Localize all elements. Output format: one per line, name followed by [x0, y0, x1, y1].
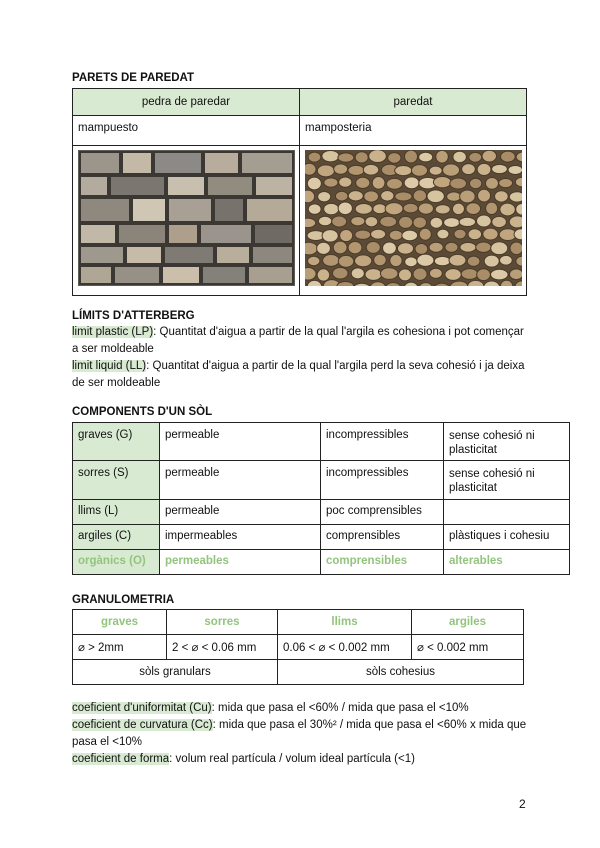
component-cell: comprensibles: [321, 550, 444, 575]
rubble-stone: [324, 203, 339, 214]
rubble-stone: [318, 191, 331, 201]
rubble-stone: [429, 166, 442, 175]
rubble-stone: [355, 152, 368, 163]
rubble-stone: [430, 217, 443, 228]
rubble-stone: [509, 216, 522, 228]
granulometry-group-granular: sòls granulars: [73, 660, 278, 685]
rubble-stone: [381, 191, 394, 202]
rubble-stone: [495, 191, 509, 202]
rubble-stone: [447, 192, 461, 201]
rubble-stone: [460, 190, 476, 203]
atterberg-lp: [72, 324, 532, 358]
rubble-stone: [429, 242, 443, 252]
rubble-stone: [482, 150, 496, 162]
granulometry-size: 2 < ⌀ < 0.06 mm: [167, 635, 278, 660]
rubble-stone: [516, 256, 522, 266]
rubble-stone: [415, 244, 428, 255]
rubble-stone: [516, 152, 522, 162]
rubble-stone: [413, 217, 427, 228]
rubble-stone: [501, 151, 516, 162]
atterberg-ll-term: limit liquid (LL): [72, 360, 147, 372]
rubble-stone: [467, 256, 480, 266]
granulometry-table: [72, 609, 524, 685]
atterberg-ll: [72, 358, 532, 392]
rubble-stone: [510, 242, 522, 255]
components-heading: COMPONENTS D'UN SÒL: [72, 406, 213, 418]
rubble-stone: [492, 164, 508, 173]
rubble-stone: [483, 228, 498, 240]
rubble-stone: [370, 282, 385, 286]
walls-heading: PARETS DE PAREDAT: [72, 72, 195, 84]
component-cell: permeable: [160, 423, 321, 461]
rubble-stone: [383, 242, 397, 254]
rubble-stone: [444, 218, 460, 228]
rubble-stone: [435, 205, 450, 214]
rubble-wall-image: [305, 150, 522, 286]
rubble-stone: [364, 191, 379, 202]
coefficient-cc-term: coeficient de curvatura (Cc): [72, 719, 213, 731]
component-cell: permeable: [160, 500, 321, 525]
granulometry-heading: GRANULOMETRIA: [72, 594, 175, 606]
rubble-stone: [477, 163, 491, 175]
rubble-stone: [468, 280, 484, 286]
rubble-stone: [395, 192, 412, 201]
granulometry-header: argiles: [412, 610, 524, 635]
rubble-stone: [365, 217, 378, 227]
rubble-stone: [419, 152, 433, 162]
rubble-wall-svg: [305, 150, 522, 286]
rubble-stone: [369, 150, 387, 163]
coefficient-cc: [72, 717, 532, 751]
rubble-stone: [436, 150, 448, 163]
rubble-stone: [450, 178, 467, 189]
components-table: [72, 422, 570, 575]
rubble-stone: [434, 283, 449, 286]
rubble-stone: [308, 204, 321, 215]
rubble-stone: [324, 178, 338, 187]
rubble-stone: [429, 268, 442, 278]
component-name: llims (L): [73, 500, 160, 525]
rubble-stone: [389, 230, 402, 240]
rubble-stone: [405, 150, 418, 163]
stone-blocks-svg: [78, 150, 295, 286]
rubble-stone: [413, 268, 427, 280]
atterberg-lp-term: limit plastic (LP): [72, 326, 154, 338]
rubble-stone: [373, 204, 386, 214]
rubble-stone: [305, 218, 316, 228]
component-name: sorres (S): [73, 461, 160, 500]
rubble-stone: [449, 254, 466, 266]
rubble-stone: [500, 280, 513, 286]
granulometry-size: ⌀ > 2mm: [73, 635, 167, 660]
rubble-stone: [395, 166, 412, 176]
rubble-stone: [469, 178, 481, 188]
rubble-stone: [476, 215, 491, 227]
rubble-stone: [317, 165, 334, 177]
rubble-stone: [461, 269, 478, 280]
rubble-stone: [492, 216, 507, 227]
granulometry-header: graves: [73, 610, 167, 635]
rubble-stone: [339, 177, 352, 187]
rubble-stone: [427, 190, 444, 203]
rubble-stone: [374, 254, 387, 266]
rubble-stone: [477, 269, 491, 281]
atterberg-lp-text: : Quantitat d'aigua a partir de la qual l'argila es cohesiona i pot començar a ser moldeable: [72, 326, 524, 355]
walls-term-wall: mamposteria: [300, 116, 527, 146]
component-cell: alterables: [444, 550, 570, 575]
rubble-stone: [348, 241, 362, 253]
rubble-stone: [483, 281, 499, 286]
rubble-stone: [500, 255, 513, 265]
rubble-stone: [486, 177, 499, 189]
rubble-stone: [351, 217, 365, 226]
rubble-stone: [459, 217, 476, 226]
rubble-stone: [322, 230, 338, 242]
rubble-stone: [417, 254, 434, 266]
rubble-stone: [419, 283, 432, 286]
coefficient-cc-text: : mida que pasa el 30%² / mida que pasa el <60% x mida que pasa el <10%: [72, 719, 527, 748]
rubble-stone: [454, 229, 466, 239]
granulometry-header: sorres: [167, 610, 278, 635]
rubble-stone: [372, 177, 385, 190]
rubble-stone: [340, 229, 353, 241]
coefficient-cu-term: coeficient d'uniformitat (Cu): [72, 702, 212, 714]
rubble-stone: [462, 164, 476, 175]
rubble-stone: [478, 189, 491, 202]
coefficient-form: [72, 751, 532, 768]
atterberg-heading: LÍMITS D'ATTERBERG: [72, 310, 195, 322]
rubble-stone: [338, 202, 352, 215]
component-name: orgànics (O): [73, 550, 160, 575]
component-cell: plàstiques i cohesiu: [444, 525, 570, 550]
rubble-stone: [418, 203, 433, 214]
rubble-stone: [333, 267, 348, 279]
rubble-stone: [308, 152, 321, 162]
rubble-stone: [402, 230, 418, 241]
walls-header-stone: pedra de paredar: [73, 89, 300, 116]
rubble-stone: [411, 165, 427, 177]
rubble-stone: [318, 216, 331, 225]
rubble-stone: [405, 257, 418, 267]
granulometry-group-cohesive: sòls cohesius: [278, 660, 524, 685]
rubble-stone: [403, 203, 418, 213]
rubble-stone: [334, 164, 348, 174]
rubble-stone: [466, 203, 481, 215]
walls-header-wall: paredat: [300, 89, 527, 116]
rubble-stone: [437, 229, 449, 239]
rubble-stone: [354, 283, 371, 286]
rubble-stone: [390, 254, 402, 266]
rubble-stone: [385, 203, 403, 215]
rubble-stone: [351, 268, 364, 279]
component-cell: permeable: [160, 461, 321, 500]
rubble-stone: [356, 177, 370, 188]
component-cell: comprensibles: [321, 525, 444, 550]
rubble-stone: [508, 165, 522, 174]
rubble-stone: [386, 178, 402, 189]
rubble-stone: [500, 203, 515, 216]
rubble-stone: [305, 242, 318, 255]
granulometry-header: llims: [278, 610, 412, 635]
rubble-stone: [516, 203, 522, 215]
rubble-stone: [404, 177, 419, 189]
rubble-stone: [332, 216, 347, 227]
rubble-stone: [491, 269, 509, 280]
rubble-stone: [386, 283, 401, 286]
rubble-stone: [348, 191, 363, 201]
rubble-stone: [380, 268, 398, 280]
rubble-stone: [484, 255, 499, 267]
rubble-stone: [317, 269, 329, 281]
rubble-stone: [355, 230, 371, 239]
coefficient-cu: [72, 700, 532, 717]
rubble-stone: [337, 281, 354, 286]
rubble-stone: [365, 269, 382, 281]
rubble-stone: [510, 269, 522, 280]
stone-blocks-image: [78, 150, 295, 286]
rubble-stone: [476, 242, 492, 252]
rubble-stone: [323, 254, 340, 266]
rubble-stone: [453, 151, 466, 162]
rubble-stone: [333, 241, 347, 254]
component-cell: incompressibles: [321, 423, 444, 461]
rubble-stone: [305, 163, 316, 175]
rubble-stone: [413, 190, 426, 202]
rubble-stone: [398, 269, 411, 281]
rubble-stone: [509, 192, 522, 202]
rubble-stone: [468, 229, 482, 240]
rubble-stone: [397, 243, 413, 254]
rubble-stone: [308, 256, 320, 265]
page-number: 2: [519, 797, 526, 811]
coefficient-form-text: : volum real partícula / volum ideal partícula (<1): [169, 753, 415, 765]
walls-term-stone: mampuesto: [73, 116, 300, 146]
component-cell: poc comprensibles: [321, 500, 444, 525]
rubble-stone: [515, 177, 522, 187]
component-cell: incompressibles: [321, 461, 444, 500]
rubble-stone: [445, 242, 458, 252]
rubble-stone: [404, 282, 417, 286]
rubble-stone: [355, 255, 372, 267]
rubble-stone: [499, 179, 513, 188]
granulometry-size: 0.06 < ⌀ < 0.002 mm: [278, 635, 412, 660]
rubble-stone: [305, 190, 315, 203]
component-name: argiles (C): [73, 525, 160, 550]
rubble-stone: [491, 242, 508, 255]
component-cell: [444, 500, 570, 525]
coefficient-form-term: coeficient de forma: [72, 753, 170, 765]
component-name: graves (G): [73, 423, 160, 461]
rubble-stone: [388, 153, 401, 164]
rubble-stone: [419, 228, 431, 240]
rubble-stone: [335, 191, 348, 201]
component-cell: permeables: [160, 550, 321, 575]
rubble-stone: [450, 281, 468, 286]
rubble-stone: [322, 150, 339, 161]
atterberg-ll-text: : Quantitat d'aigua a partir de la qual l'argila perd la seva cohesió i ja deixa de ser moldeable: [72, 360, 525, 389]
rubble-stone: [338, 255, 353, 267]
rubble-stone: [348, 165, 364, 175]
rubble-stone: [460, 242, 476, 252]
granulometry-size: ⌀ < 0.002 mm: [412, 635, 524, 660]
component-cell: impermeables: [160, 525, 321, 550]
rubble-stone: [486, 202, 498, 214]
rubble-stone: [305, 268, 316, 280]
rubble-stone: [338, 153, 354, 162]
rubble-stone: [380, 216, 397, 227]
rubble-stone: [443, 164, 460, 176]
coefficient-cu-text: : mida que pasa el <60% / mida que pasa el <10%: [211, 702, 469, 714]
rubble-stone: [399, 216, 413, 228]
rubble-stone: [452, 203, 464, 214]
rubble-stone: [434, 256, 450, 265]
rubble-stone: [317, 242, 331, 254]
rubble-stone: [366, 242, 380, 254]
component-cell: sense cohesió ni plasticitat: [444, 461, 570, 500]
rubble-stone: [363, 164, 379, 175]
rubble-stone: [469, 152, 482, 162]
rubble-stone: [445, 269, 461, 281]
component-cell: sense cohesió ni plasticitat: [444, 423, 570, 461]
rubble-stone: [371, 229, 386, 239]
rubble-stone: [307, 177, 321, 190]
rubble-stone: [307, 280, 322, 286]
rubble-stone: [515, 281, 522, 286]
rubble-stone: [355, 204, 372, 215]
rubble-stone: [433, 177, 451, 188]
